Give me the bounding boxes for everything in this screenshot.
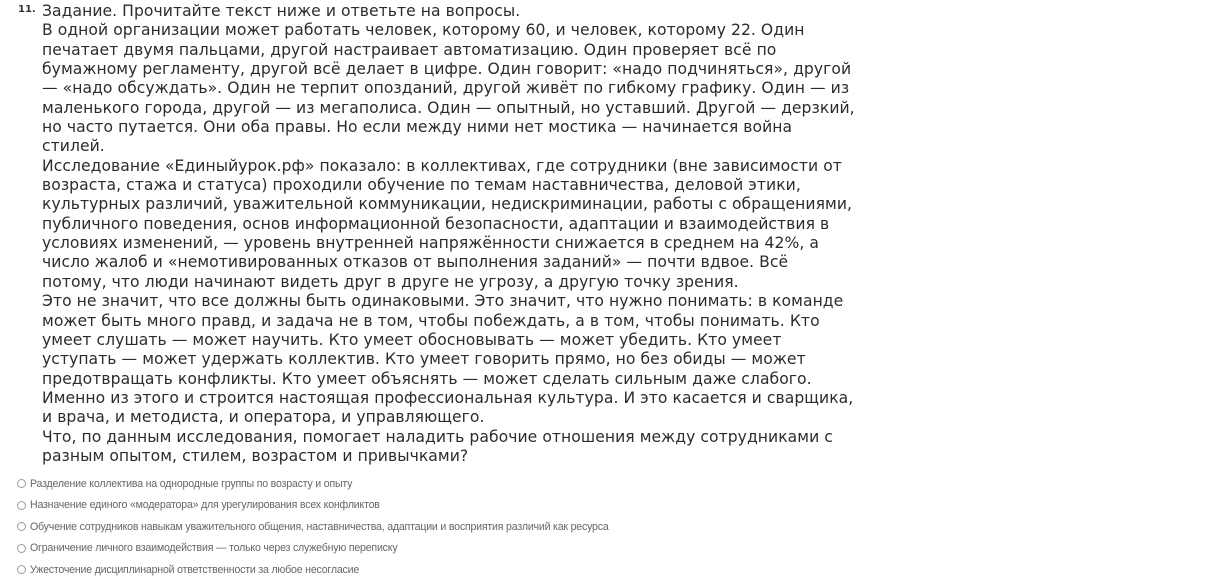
radio-button[interactable] [17,522,26,531]
answer-option-label: Ограничение личного взаимодействия — только через служебную переписку [30,542,398,555]
question-line: — «надо обсуждать». Один не терпит опозданий, другой живёт по гибкому графику. Один — из [42,79,850,98]
question-line: печатает двумя пальцами, другой настраивает автоматизацию. Один проверяет всё по [42,40,777,59]
radio-button[interactable] [17,544,26,553]
answer-options [17,473,917,581]
question-line: уступать — может удержать коллектив. Кто умеет говорить прямо, но без обиды — может [42,350,806,369]
answer-option[interactable] [17,538,917,560]
question-line: В одной организации может работать человек, которому 60, и человек, которому 22. Один [42,21,805,40]
answer-option[interactable] [17,559,917,581]
question-line: умеет слушать — может научить. Кто умеет обосновывать — может убедить. Кто умеет [42,330,782,349]
question-line: Это не значит, что все должны быть одинаковыми. Это значит, что нужно понимать: в команде [42,292,844,311]
question-number: 11. [18,4,36,15]
answer-option-label: Обучение сотрудников навыкам уважительного общения, наставничества, адаптации и восприятия различий как ресурса [30,520,609,533]
question-line: разным опытом, стилем, возрастом и привычками? [42,446,469,465]
question-text [42,2,912,466]
answer-option[interactable] [17,495,917,517]
question-line: Именно из этого и строится настоящая профессиональная культура. И это касается и сварщика, [42,388,854,407]
question-line: потому, что люди начинают видеть друг в друге не угрозу, а другую точку зрения. [42,272,739,291]
question-line: число жалоб и «немотивированных отказов от выполнения заданий» — почти вдвое. Всё [42,253,789,272]
question-line: возраста, стажа и статуса) проходили обучение по темам наставничества, деловой этики, [42,176,801,195]
question-line: культурных различий, уважительной коммуникации, недискриминации, работы с обращениями, [42,195,853,214]
radio-button[interactable] [17,501,26,510]
radio-button[interactable] [17,565,26,574]
answer-option-label: Ужесточение дисциплинарной ответственности за любое несогласие [30,563,360,576]
question-line: но часто путается. Они оба правы. Но если между ними нет мостика — начинается война [42,118,793,137]
question-line: Исследование «Единыйурок.рф» показало: в коллективах, где сотрудники (вне зависимости от [42,156,842,175]
question-line: Задание. Прочитайте текст ниже и ответьте на вопросы. [42,2,521,20]
question-line: предотвращать конфликты. Кто умеет объяснять — может сделать сильным даже слабого. [42,369,812,388]
question-line: стилей. [42,137,105,156]
question-line: может быть много правд, и задача не в том, чтобы побеждать, а в том, чтобы понимать. Кто [42,311,820,330]
question-line: бумажному регламенту, другой всё делает в цифре. Один говорит: «надо подчиняться», другой [42,60,852,79]
radio-button[interactable] [17,479,26,488]
answer-option[interactable] [17,473,917,495]
question-line: публичного поведения, основ информационной безопасности, адаптации и взаимодействия в [42,214,830,233]
answer-option-label: Назначение единого «модератора» для урегулирования всех конфликтов [30,499,380,512]
question-line: Что, по данным исследования, помогает наладить рабочие отношения между сотрудниками с [42,427,833,446]
question-line: маленького города, другой — из мегаполиса. Один — опытный, но уставший. Другой — дерзкий, [42,98,855,117]
answer-option[interactable] [17,516,917,538]
question-line: и врача, и методиста, и оператора, и управляющего. [42,408,485,427]
question-line: условиях изменений, — уровень внутренней напряжённости снижается в среднем на 42%, а [42,234,819,253]
answer-option-label: Разделение коллектива на однородные группы по возрасту и опыту [30,477,353,490]
